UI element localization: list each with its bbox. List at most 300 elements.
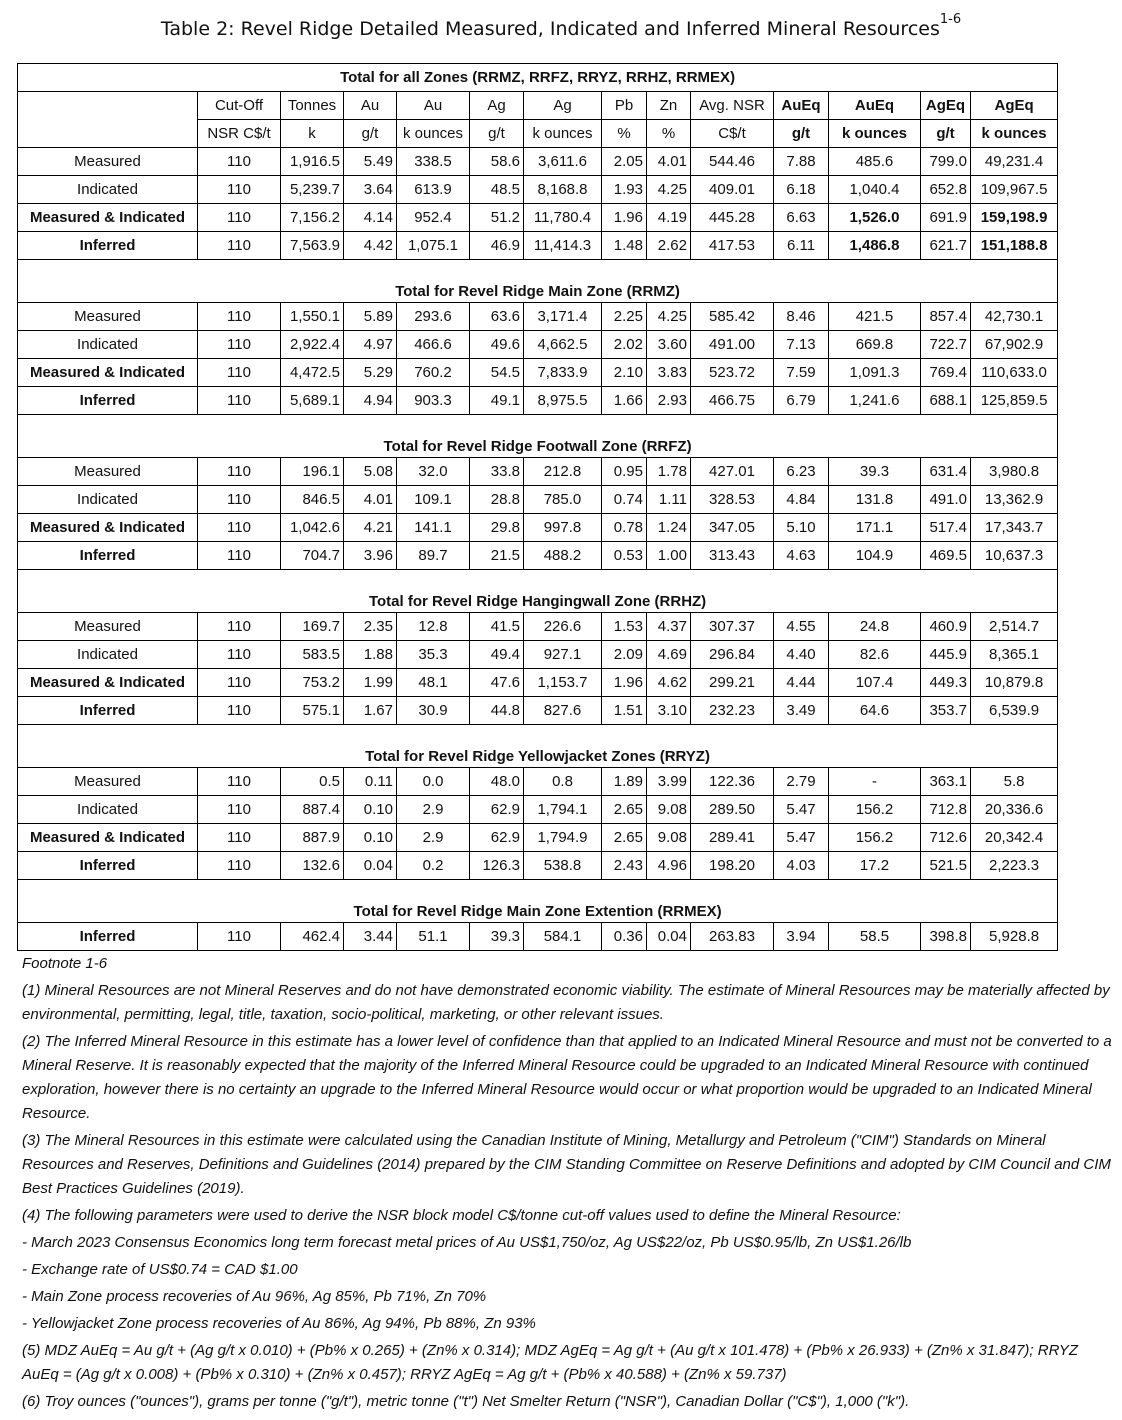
table-cell: 110 (198, 669, 281, 697)
table-cell: 1,794.9 (524, 824, 602, 852)
table-cell: 338.5 (397, 148, 470, 176)
table-row (18, 824, 1058, 852)
column-header: g/t (774, 120, 829, 148)
table-row (18, 542, 1058, 570)
table-cell: 460.9 (921, 613, 971, 641)
table-title (0, 12, 1122, 40)
row-label: Inferred (18, 387, 198, 415)
table-cell: 583.5 (281, 641, 344, 669)
table-cell: 2.02 (602, 331, 647, 359)
table-cell: 2.65 (602, 824, 647, 852)
table-cell: 7.13 (774, 331, 829, 359)
table-cell: 39.3 (470, 923, 524, 951)
table-cell: 688.1 (921, 387, 971, 415)
table-cell: 3.44 (344, 923, 397, 951)
table-cell: 669.8 (829, 331, 921, 359)
table-cell: 427.01 (691, 458, 774, 486)
table-cell: 109,967.5 (971, 176, 1058, 204)
table-cell: 11,780.4 (524, 204, 602, 232)
table-cell: 10,637.3 (971, 542, 1058, 570)
table-cell: 2.09 (602, 641, 647, 669)
table-cell: 110 (198, 486, 281, 514)
table-cell: 2.79 (774, 768, 829, 796)
table-cell: 110 (198, 232, 281, 260)
table-cell: 289.50 (691, 796, 774, 824)
table-cell: 5.49 (344, 148, 397, 176)
table-cell: 887.4 (281, 796, 344, 824)
table-cell: 353.7 (921, 697, 971, 725)
table-cell: 49.4 (470, 641, 524, 669)
row-label: Measured & Indicated (18, 824, 198, 852)
column-header: % (647, 120, 691, 148)
table-cell: 2.9 (397, 796, 470, 824)
table-cell: 0.10 (344, 824, 397, 852)
table-cell: 110 (198, 359, 281, 387)
table-cell: 159,198.9 (971, 204, 1058, 232)
table-cell: 1,526.0 (829, 204, 921, 232)
table-cell: 10,879.8 (971, 669, 1058, 697)
table-cell: 51.1 (397, 923, 470, 951)
table-cell: 62.9 (470, 796, 524, 824)
footnotes (22, 952, 1112, 1417)
column-header: C$/t (691, 120, 774, 148)
table-row (18, 613, 1058, 641)
column-header: Pb (602, 92, 647, 120)
table-cell: 17,343.7 (971, 514, 1058, 542)
table-cell: 1.96 (602, 204, 647, 232)
table-row (18, 458, 1058, 486)
table-cell: 2.9 (397, 824, 470, 852)
table-cell: 110,633.0 (971, 359, 1058, 387)
table-cell: 7.88 (774, 148, 829, 176)
table-cell: 2.25 (602, 303, 647, 331)
table-cell: 8,365.1 (971, 641, 1058, 669)
table-cell: 151,188.8 (971, 232, 1058, 260)
table-cell: 491.0 (921, 486, 971, 514)
table-row (18, 514, 1058, 542)
table-row (18, 204, 1058, 232)
table-cell: 110 (198, 176, 281, 204)
table-cell: 903.3 (397, 387, 470, 415)
column-header: AgEq (921, 92, 971, 120)
row-label: Indicated (18, 641, 198, 669)
table-cell: 1,091.3 (829, 359, 921, 387)
table-cell: 1,042.6 (281, 514, 344, 542)
table-cell: 485.6 (829, 148, 921, 176)
footnote-item: - Main Zone process recoveries of Au 96%, Ag 85%, Pb 71%, Zn 70% (22, 1288, 487, 1305)
table-cell: 857.4 (921, 303, 971, 331)
table-row (18, 148, 1058, 176)
table-cell: 927.1 (524, 641, 602, 669)
table-cell: 1.93 (602, 176, 647, 204)
table-cell: - (829, 768, 921, 796)
table-cell: 122.36 (691, 768, 774, 796)
table-cell: 82.6 (829, 641, 921, 669)
table-cell: 20,342.4 (971, 824, 1058, 852)
table-cell: 1,794.1 (524, 796, 602, 824)
section-title: Total for Revel Ridge Hangingwall Zone (RRHZ) (18, 570, 1058, 613)
table-cell: 1,916.5 (281, 148, 344, 176)
title-superscript: 1-6 (939, 12, 962, 27)
table-cell: 0.8 (524, 768, 602, 796)
table-cell: 3.49 (774, 697, 829, 725)
row-label: Indicated (18, 796, 198, 824)
footnote-item: (2) The Inferred Mineral Resource in this estimate has a lower level of confidence than that applied to an Indicated Mineral Resource and must not be converted to a Mineral Reserve. It is reasonably expected that the majority of the Inferred Mineral Resource could be upgraded to an Indicated Mineral Resource with continued exploration, however there is no certainty an upgrade to the Inferred Mineral Resource would occur or what proportion would be upgraded to an Indicated Mineral Resource. (22, 1033, 1112, 1122)
table-cell: 9.08 (647, 796, 691, 824)
table-cell: 466.75 (691, 387, 774, 415)
table-cell: 398.8 (921, 923, 971, 951)
table-cell: 7,833.9 (524, 359, 602, 387)
table-cell: 4.40 (774, 641, 829, 669)
table-row (18, 641, 1058, 669)
section-title: Total for all Zones (RRMZ, RRFZ, RRYZ, RRHZ, RRMEX) (18, 64, 1058, 92)
table-cell: 704.7 (281, 542, 344, 570)
footnote-list (22, 979, 1112, 1414)
table-cell: 613.9 (397, 176, 470, 204)
table-cell: 4.03 (774, 852, 829, 880)
table-cell: 13,362.9 (971, 486, 1058, 514)
section-header-row (18, 880, 1058, 923)
footnote-heading: Footnote 1-6 (22, 955, 108, 972)
table-cell: 110 (198, 613, 281, 641)
row-label: Indicated (18, 486, 198, 514)
table-cell: 1.78 (647, 458, 691, 486)
table-cell: 621.7 (921, 232, 971, 260)
table-cell: 67,902.9 (971, 331, 1058, 359)
table-cell: 1.66 (602, 387, 647, 415)
table-cell: 63.6 (470, 303, 524, 331)
table-cell: 1.48 (602, 232, 647, 260)
table-cell: 49,231.4 (971, 148, 1058, 176)
table-cell: 753.2 (281, 669, 344, 697)
table-cell: 1,153.7 (524, 669, 602, 697)
table-cell: 212.8 (524, 458, 602, 486)
header-blank-cell (18, 92, 198, 120)
table-cell: 131.8 (829, 486, 921, 514)
table-cell: 54.5 (470, 359, 524, 387)
table-cell: 48.5 (470, 176, 524, 204)
row-label: Inferred (18, 852, 198, 880)
column-header: AuEq (829, 92, 921, 120)
row-label: Measured & Indicated (18, 204, 198, 232)
table-cell: 722.7 (921, 331, 971, 359)
table-row (18, 486, 1058, 514)
table-cell: 445.9 (921, 641, 971, 669)
table-cell: 110 (198, 768, 281, 796)
table-cell: 5.89 (344, 303, 397, 331)
table-cell: 1.88 (344, 641, 397, 669)
table-row (18, 796, 1058, 824)
column-header: Zn (647, 92, 691, 120)
table-row (18, 387, 1058, 415)
table-cell: 1,550.1 (281, 303, 344, 331)
table-cell: 5,239.7 (281, 176, 344, 204)
table-cell: 5.08 (344, 458, 397, 486)
table-row (18, 176, 1058, 204)
table-cell: 58.6 (470, 148, 524, 176)
table-cell: 24.8 (829, 613, 921, 641)
row-label: Measured & Indicated (18, 359, 198, 387)
table-cell: 6.63 (774, 204, 829, 232)
table-cell: 58.5 (829, 923, 921, 951)
section-header-row (18, 260, 1058, 303)
table-row (18, 331, 1058, 359)
table-cell: 4.96 (647, 852, 691, 880)
table-row (18, 852, 1058, 880)
table-cell: 110 (198, 923, 281, 951)
table-cell: 44.8 (470, 697, 524, 725)
table-cell: 1.00 (647, 542, 691, 570)
table-cell: 296.84 (691, 641, 774, 669)
footnote-item: (1) Mineral Resources are not Mineral Reserves and do not have demonstrated economic viability. The estimate of Mineral Resources may be materially affected by environmental, permitting, legal, title, taxation, socio-political, marketing, or other relevant issues. (22, 982, 1110, 1023)
table-cell: 17.2 (829, 852, 921, 880)
table-cell: 4.19 (647, 204, 691, 232)
header-blank-cell (18, 120, 198, 148)
table-cell: 0.10 (344, 796, 397, 824)
column-header: k ounces (829, 120, 921, 148)
row-label: Inferred (18, 923, 198, 951)
table-cell: 3,171.4 (524, 303, 602, 331)
table-cell: 232.23 (691, 697, 774, 725)
table-cell: 538.8 (524, 852, 602, 880)
table-cell: 6.18 (774, 176, 829, 204)
table-cell: 198.20 (691, 852, 774, 880)
table-cell: 4.44 (774, 669, 829, 697)
table-cell: 449.3 (921, 669, 971, 697)
table-cell: 110 (198, 697, 281, 725)
table-cell: 46.9 (470, 232, 524, 260)
table-cell: 2,514.7 (971, 613, 1058, 641)
table-cell: 107.4 (829, 669, 921, 697)
row-label: Inferred (18, 542, 198, 570)
table-cell: 712.8 (921, 796, 971, 824)
table-cell: 132.6 (281, 852, 344, 880)
table-cell: 39.3 (829, 458, 921, 486)
table-cell: 226.6 (524, 613, 602, 641)
table-cell: 42,730.1 (971, 303, 1058, 331)
table-cell: 469.5 (921, 542, 971, 570)
table-cell: 4.55 (774, 613, 829, 641)
table-cell: 4.14 (344, 204, 397, 232)
row-label: Indicated (18, 331, 198, 359)
table-cell: 299.21 (691, 669, 774, 697)
table-cell: 328.53 (691, 486, 774, 514)
footnote-item: (6) Troy ounces ("ounces"), grams per tonne ("g/t"), metric tonne ("t") Net Smelter Return ("NSR"), Canadian Dollar ("C$"), 1,000 ("k"). (22, 1393, 910, 1410)
table-cell: 0.2 (397, 852, 470, 880)
table-cell: 0.11 (344, 768, 397, 796)
table-cell: 0.04 (344, 852, 397, 880)
table-cell: 488.2 (524, 542, 602, 570)
table-cell: 4,662.5 (524, 331, 602, 359)
table-cell: 62.9 (470, 824, 524, 852)
table-cell: 49.6 (470, 331, 524, 359)
table-cell: 126.3 (470, 852, 524, 880)
table-row (18, 923, 1058, 951)
column-header: Cut-Off (198, 92, 281, 120)
table-cell: 1.51 (602, 697, 647, 725)
table-cell: 3,980.8 (971, 458, 1058, 486)
table-cell: 125,859.5 (971, 387, 1058, 415)
table-cell: 307.37 (691, 613, 774, 641)
table-cell: 0.53 (602, 542, 647, 570)
table-cell: 652.8 (921, 176, 971, 204)
table-cell: 3.94 (774, 923, 829, 951)
table-cell: 1,075.1 (397, 232, 470, 260)
table-cell: 7,156.2 (281, 204, 344, 232)
column-header: g/t (344, 120, 397, 148)
table-cell: 0.78 (602, 514, 647, 542)
table-cell: 1.11 (647, 486, 691, 514)
table-cell: 5.29 (344, 359, 397, 387)
table-cell: 0.0 (397, 768, 470, 796)
table-cell: 4.25 (647, 176, 691, 204)
footnote-item: - March 2023 Consensus Economics long term forecast metal prices of Au US$1,750/oz, Ag US$22/oz, Pb US$0.95/lb, Zn US$1.26/lb (22, 1234, 912, 1251)
table-cell: 0.95 (602, 458, 647, 486)
table-cell: 11,414.3 (524, 232, 602, 260)
table-cell: 4.97 (344, 331, 397, 359)
table-row (18, 768, 1058, 796)
table-cell: 156.2 (829, 796, 921, 824)
table-cell: 110 (198, 852, 281, 880)
table-cell: 887.9 (281, 824, 344, 852)
table-cell: 2.65 (602, 796, 647, 824)
table-cell: 584.1 (524, 923, 602, 951)
table-cell: 846.5 (281, 486, 344, 514)
section-header-row (18, 415, 1058, 458)
table-cell: 785.0 (524, 486, 602, 514)
row-label: Measured & Indicated (18, 514, 198, 542)
table-cell: 2.93 (647, 387, 691, 415)
table-cell: 4.63 (774, 542, 829, 570)
row-label: Measured & Indicated (18, 669, 198, 697)
table-row (18, 303, 1058, 331)
table-cell: 769.4 (921, 359, 971, 387)
section-title: Total for Revel Ridge Main Zone Extention (RRMEX) (18, 880, 1058, 923)
table-cell: 110 (198, 148, 281, 176)
row-label: Measured (18, 148, 198, 176)
table-cell: 7.59 (774, 359, 829, 387)
table-cell: 35.3 (397, 641, 470, 669)
table-cell: 110 (198, 514, 281, 542)
table-cell: 196.1 (281, 458, 344, 486)
row-label: Measured (18, 303, 198, 331)
column-header: Ag (470, 92, 524, 120)
table-row (18, 697, 1058, 725)
table-cell: 20,336.6 (971, 796, 1058, 824)
table-cell: 2.10 (602, 359, 647, 387)
table-cell: 3.64 (344, 176, 397, 204)
table-cell: 4.01 (344, 486, 397, 514)
column-header: k ounces (397, 120, 470, 148)
table-cell: 2.05 (602, 148, 647, 176)
table-cell: 4.94 (344, 387, 397, 415)
table-cell: 0.5 (281, 768, 344, 796)
table-cell: 4.37 (647, 613, 691, 641)
table-cell: 2,922.4 (281, 331, 344, 359)
table-cell: 1.89 (602, 768, 647, 796)
table-cell: 9.08 (647, 824, 691, 852)
section-header-row (18, 570, 1058, 613)
table-cell: 631.4 (921, 458, 971, 486)
table-cell: 33.8 (470, 458, 524, 486)
section-header-row (18, 64, 1058, 92)
table-cell: 6,539.9 (971, 697, 1058, 725)
table-cell: 171.1 (829, 514, 921, 542)
table-cell: 110 (198, 542, 281, 570)
table-cell: 517.4 (921, 514, 971, 542)
table-cell: 799.0 (921, 148, 971, 176)
footnote-item: - Yellowjacket Zone process recoveries of Au 86%, Ag 94%, Pb 88%, Zn 93% (22, 1315, 536, 1332)
table-row (18, 359, 1058, 387)
column-header: AuEq (774, 92, 829, 120)
row-label: Measured (18, 458, 198, 486)
table-cell: 952.4 (397, 204, 470, 232)
table-cell: 104.9 (829, 542, 921, 570)
table-cell: 4.25 (647, 303, 691, 331)
table-cell: 4.21 (344, 514, 397, 542)
footnote-item: (3) The Mineral Resources in this estimate were calculated using the Canadian Institute of Mining, Metallurgy and Petroleum ("CIM") Standards on Mineral Resources and Reserves, Definitions and Guidelines (2014) prepared by the CIM Standing Committee on Reserve Definitions and adopted by CIM Council and CIM Best Practices Guidelines (2019). (22, 1132, 1111, 1197)
table-cell: 347.05 (691, 514, 774, 542)
table-cell: 5,928.8 (971, 923, 1058, 951)
section-title: Total for Revel Ridge Footwall Zone (RRFZ) (18, 415, 1058, 458)
table-cell: 2.62 (647, 232, 691, 260)
table-cell: 3.10 (647, 697, 691, 725)
table-cell: 1,486.8 (829, 232, 921, 260)
table-cell: 110 (198, 641, 281, 669)
table-cell: 1.53 (602, 613, 647, 641)
table-cell: 5.47 (774, 824, 829, 852)
table-cell: 110 (198, 204, 281, 232)
table-cell: 1,241.6 (829, 387, 921, 415)
table-cell: 110 (198, 387, 281, 415)
row-label: Inferred (18, 697, 198, 725)
section-title: Total for Revel Ridge Main Zone (RRMZ) (18, 260, 1058, 303)
table-cell: 0.36 (602, 923, 647, 951)
row-label: Indicated (18, 176, 198, 204)
table-cell: 110 (198, 824, 281, 852)
table-cell: 421.5 (829, 303, 921, 331)
table-cell: 289.41 (691, 824, 774, 852)
section-title: Total for Revel Ridge Yellowjacket Zones (RRYZ) (18, 725, 1058, 768)
table-cell: 8,975.5 (524, 387, 602, 415)
table-cell: 8,168.8 (524, 176, 602, 204)
table-cell: 5.10 (774, 514, 829, 542)
table-cell: 1.96 (602, 669, 647, 697)
table-cell: 109.1 (397, 486, 470, 514)
table-cell: 48.1 (397, 669, 470, 697)
table-cell: 110 (198, 458, 281, 486)
table-cell: 64.6 (829, 697, 921, 725)
table-cell: 0.04 (647, 923, 691, 951)
table-cell: 2.35 (344, 613, 397, 641)
table-cell: 21.5 (470, 542, 524, 570)
table-cell: 0.74 (602, 486, 647, 514)
table-cell: 417.53 (691, 232, 774, 260)
table-row (18, 232, 1058, 260)
footnote-item: (4) The following parameters were used to derive the NSR block model C$/tonne cut-off values used to define the Mineral Resource: (22, 1207, 901, 1224)
table-cell: 760.2 (397, 359, 470, 387)
column-header: Avg. NSR (691, 92, 774, 120)
column-header: Au (344, 92, 397, 120)
table-cell: 51.2 (470, 204, 524, 232)
table-cell: 712.6 (921, 824, 971, 852)
table-cell: 6.11 (774, 232, 829, 260)
table-cell: 3.83 (647, 359, 691, 387)
section-header-row (18, 725, 1058, 768)
table-cell: 12.8 (397, 613, 470, 641)
table-cell: 585.42 (691, 303, 774, 331)
table-cell: 445.28 (691, 204, 774, 232)
